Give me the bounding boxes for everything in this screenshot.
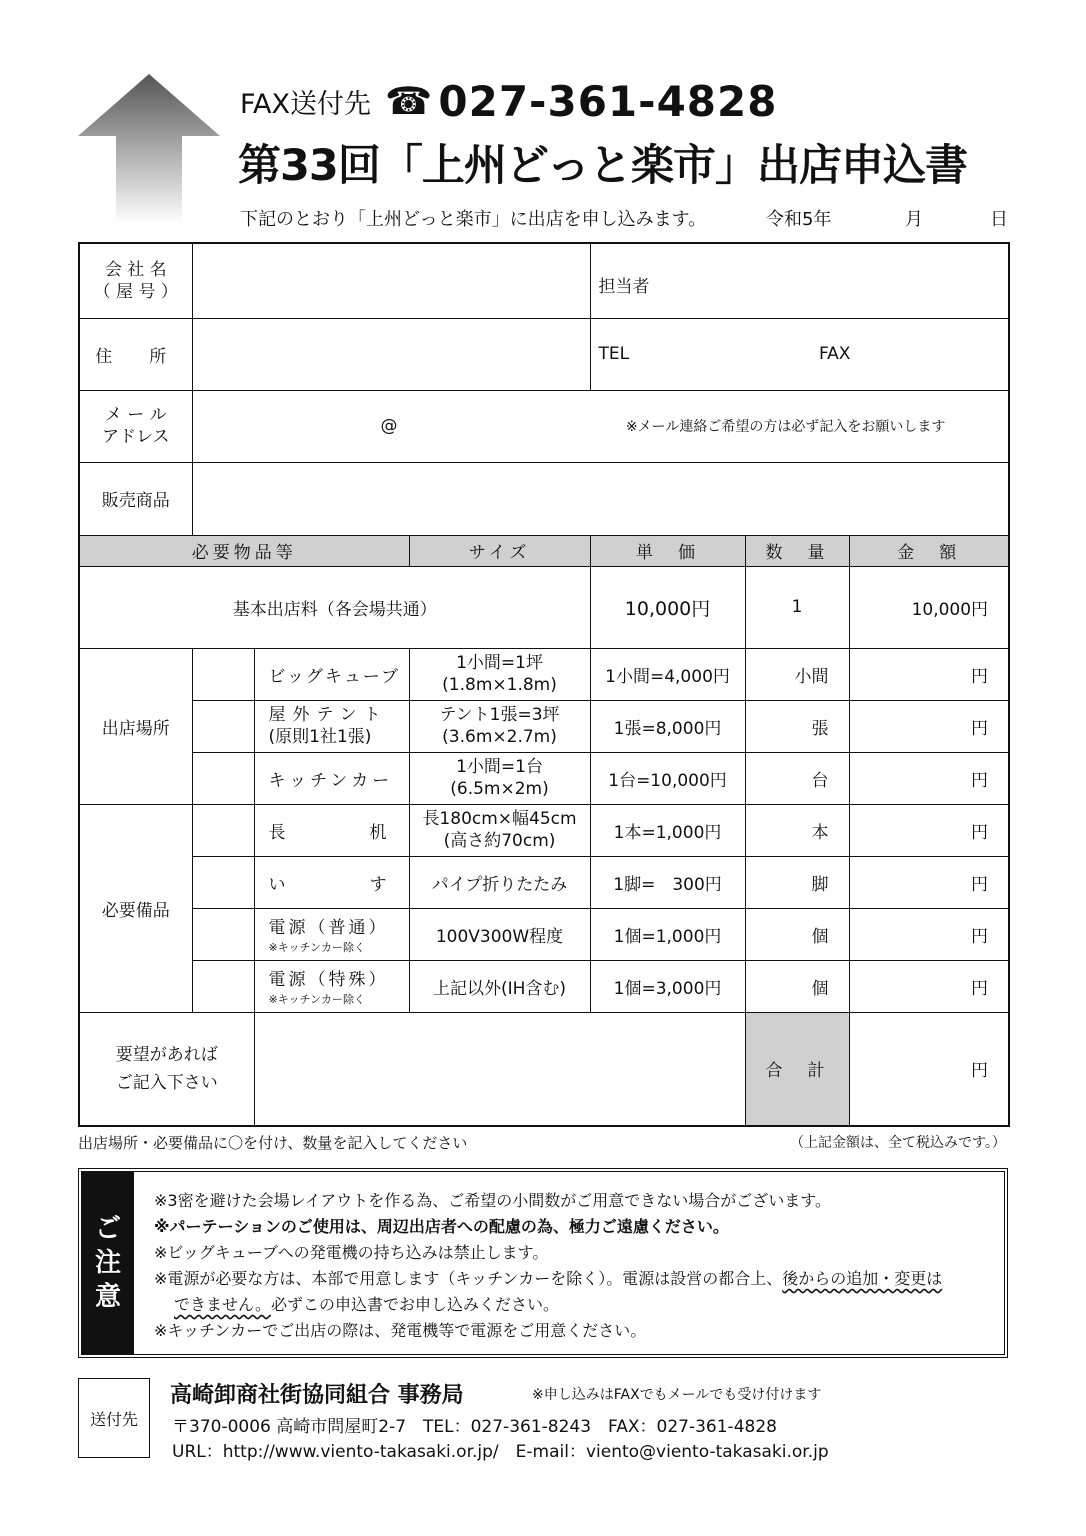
item-price: 1脚= 300円 <box>590 856 745 908</box>
equip-group-label: 必要備品 <box>79 804 192 1012</box>
base-fee-label: 基本出店料（各会場共通） <box>79 566 590 648</box>
organization-contact-web: URL：http://www.viento-takasaki.or.jp/ E-mail：viento@viento-takasaki.or.jp <box>172 1442 829 1462</box>
caution-item: ※ビッグキューブへの発電機の持ち込みは禁止します。 <box>154 1243 549 1262</box>
select-circle-cell[interactable] <box>192 960 254 1012</box>
table-row <box>79 960 1009 1012</box>
item-size: 100V300W程度 <box>409 908 590 960</box>
header-amount: 金 額 <box>849 535 1009 566</box>
phone-field[interactable] <box>590 318 1009 390</box>
item-price: 1張=8,000円 <box>590 700 745 752</box>
item-amount[interactable]: 円 <box>849 648 1009 700</box>
item-qty-unit[interactable]: 個 <box>745 908 849 960</box>
item-price: 1個=1,000円 <box>590 908 745 960</box>
item-amount[interactable]: 円 <box>849 960 1009 1012</box>
caution-item: ※パーテーションのご使用は、周辺出店者への配慮の為、極力ご遠慮ください。 <box>154 1217 729 1236</box>
company-row <box>79 243 1009 318</box>
caution-list <box>154 1188 994 1344</box>
caution-heading: ご 注 意 <box>82 1172 134 1354</box>
table-row <box>79 648 1009 700</box>
item-name: ビッグキューブ <box>254 648 409 700</box>
item-name: 屋外テント (原則1社1張) <box>254 700 409 752</box>
organization-name: 高崎卸商社街協同組合 事務局 <box>170 1383 464 1408</box>
header-size: サイズ <box>409 535 590 566</box>
caution-item: ※キッチンカーでご出店の際は、発電機等で電源をご用意ください。 <box>154 1321 647 1340</box>
table-header-row <box>79 535 1009 566</box>
caution-item: ※電源が必要な方は、本部で用意します（キッチンカーを除く）。電源は設営の都合上、後からの追加・変更は <box>154 1269 943 1288</box>
select-circle-cell[interactable] <box>192 700 254 752</box>
item-amount[interactable]: 円 <box>849 700 1009 752</box>
phone-icon: ☎ <box>385 79 433 123</box>
base-fee-amount: 10,000円 <box>849 566 1009 648</box>
item-qty-unit[interactable]: 脚 <box>745 856 849 908</box>
table-row <box>79 700 1009 752</box>
organization-note: ※申し込みはFAXでもメールでも受け付けます <box>532 1387 822 1403</box>
table-row <box>79 856 1009 908</box>
request-field[interactable] <box>254 1012 745 1126</box>
item-size: テント1張=3坪 (3.6m×2.7m) <box>409 700 590 752</box>
fax-destination <box>240 78 777 124</box>
item-qty-unit[interactable]: 本 <box>745 804 849 856</box>
email-label: メ ー ル アドレス <box>79 390 192 462</box>
company-label: 会 社 名 （ 屋 号 ） <box>79 243 192 318</box>
item-name: 長 机 <box>254 804 409 856</box>
select-circle-cell[interactable] <box>192 804 254 856</box>
organization-address: 〒370-0006 高崎市問屋町2-7 TEL：027-361-8243 FAX：027-361-4828 <box>172 1417 777 1437</box>
select-circle-cell[interactable] <box>192 908 254 960</box>
base-fee-price: 10,000円 <box>590 566 745 648</box>
application-form-table <box>78 242 1010 1127</box>
date-month: 月 <box>905 209 923 230</box>
intro-text: 下記のとおり「上州どっと楽市」に出店を申し込みます。 <box>240 209 707 230</box>
base-fee-row <box>79 566 1009 648</box>
tel-label: TEL <box>598 344 630 364</box>
products-label: 販売商品 <box>79 462 192 535</box>
address-field[interactable] <box>192 318 590 390</box>
item-amount[interactable]: 円 <box>849 856 1009 908</box>
venue-group-label: 出店場所 <box>79 648 192 804</box>
select-circle-cell[interactable] <box>192 648 254 700</box>
table-row <box>79 804 1009 856</box>
item-name: 電源（特殊） ※キッチンカー除く <box>254 960 409 1012</box>
select-circle-cell[interactable] <box>192 856 254 908</box>
email-note: ※メール連絡ご希望の方は必ず記入をお願いします <box>625 419 946 435</box>
item-size: 長180cm×幅45cm (高さ約70cm) <box>409 804 590 856</box>
address-row <box>79 318 1009 390</box>
send-to-label: 送付先 <box>78 1378 150 1458</box>
date-day: 日 <box>990 209 1008 230</box>
up-arrow-graphic <box>78 74 220 224</box>
item-name: い す <box>254 856 409 908</box>
header-qty: 数 量 <box>745 535 849 566</box>
item-name: 電源（普通） ※キッチンカー除く <box>254 908 409 960</box>
address-label: 住 所 <box>79 318 192 390</box>
item-price: 1台=10,000円 <box>590 752 745 804</box>
fax-number: 027-361-4828 <box>438 76 778 126</box>
products-field[interactable] <box>192 462 1009 535</box>
fax-label: FAX送付先 <box>240 88 372 120</box>
table-row <box>79 908 1009 960</box>
email-row <box>79 390 1009 462</box>
date-era: 令和5年 <box>766 209 832 230</box>
header-items: 必要物品等 <box>79 535 409 566</box>
item-size: パイプ折りたたみ <box>409 856 590 908</box>
item-qty-unit[interactable]: 台 <box>745 752 849 804</box>
tax-note: （上記金額は、全て税込みです。） <box>790 1135 1006 1151</box>
header-unit-price: 単 価 <box>590 535 745 566</box>
item-amount[interactable]: 円 <box>849 752 1009 804</box>
item-price: 1個=3,000円 <box>590 960 745 1012</box>
item-qty-unit[interactable]: 張 <box>745 700 849 752</box>
item-size: 1小間=1坪 (1.8m×1.8m) <box>409 648 590 700</box>
item-price: 1小間=4,000円 <box>590 648 745 700</box>
item-size: 上記以外(IH含む) <box>409 960 590 1012</box>
company-field[interactable] <box>192 243 590 318</box>
total-amount[interactable]: 円 <box>849 1012 1009 1126</box>
item-amount[interactable]: 円 <box>849 908 1009 960</box>
fax-field-label: FAX <box>818 344 851 364</box>
page-title: 第33回「上州どっと楽市」出店申込書 <box>238 141 967 191</box>
item-qty-unit[interactable]: 個 <box>745 960 849 1012</box>
person-field[interactable] <box>590 243 1009 318</box>
select-circle-cell[interactable] <box>192 752 254 804</box>
total-label: 合 計 <box>745 1012 849 1126</box>
item-price: 1本=1,000円 <box>590 804 745 856</box>
request-label: 要望があれば ご記入下さい <box>79 1012 254 1126</box>
caution-item: ※3密を避けた会場レイアウトを作る為、ご希望の小間数がご用意できない場合がございます。 <box>154 1191 832 1210</box>
item-qty-unit[interactable]: 小間 <box>745 648 849 700</box>
email-at: @ <box>380 416 398 436</box>
base-fee-qty: 1 <box>745 566 849 648</box>
email-field[interactable] <box>192 390 1009 462</box>
request-row <box>79 1012 1009 1126</box>
item-amount[interactable]: 円 <box>849 804 1009 856</box>
table-row <box>79 752 1009 804</box>
instruction-note: 出店場所・必要備品に〇を付け、数量を記入してください <box>78 1134 468 1152</box>
item-size: 1小間=1台 (6.5m×2m) <box>409 752 590 804</box>
caution-item: できません。必ずこの申込書でお申し込みください。 <box>174 1295 559 1314</box>
products-row <box>79 462 1009 535</box>
item-name: キッチンカー <box>254 752 409 804</box>
caution-box <box>78 1168 1008 1358</box>
person-label: 担当者 <box>598 277 650 297</box>
